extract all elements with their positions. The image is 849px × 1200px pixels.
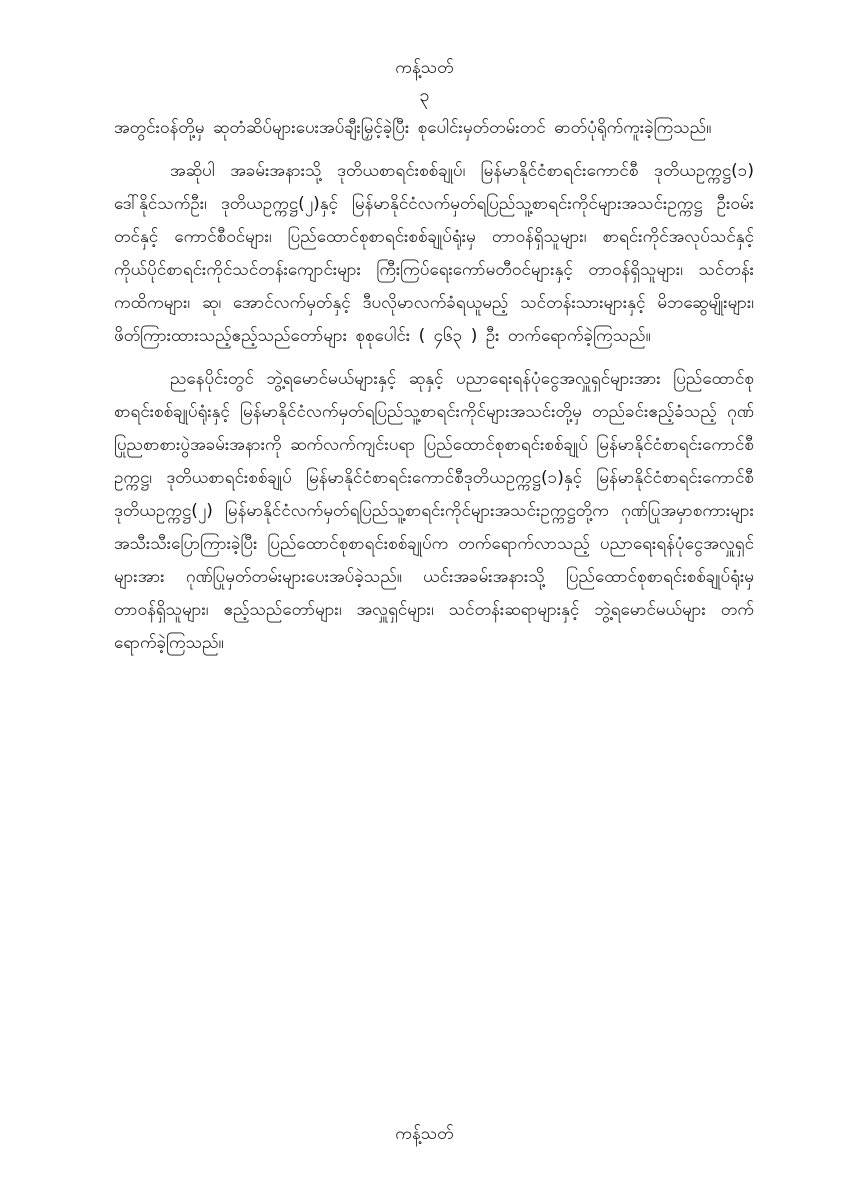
paragraph-continuation: အတွင်းဝန်တို့မှ ဆုတံဆိပ်များပေးအပ်ချီးမြှင့်ခဲ့ပြီး စုပေါင်းမှတ်တမ်းတင် ဓာတ်ပုံရိုက်ကူးခဲ့ကြသည်။ — [114, 118, 712, 138]
document-body — [114, 112, 754, 670]
page-number: ၃ — [419, 85, 430, 106]
paragraph-attendees: အဆိုပါ အခမ်းအနားသို့ ဒုတိယစာရင်းစစ်ချုပ်၊ မြန်မာနိုင်ငံစာရင်းကောင်စီ ဒုတိယဥက္ကဋ္ဌ(၁) ဒေါ်နိုင်သက်ဦး၊ ဒုတိယဥက္ကဋ္ဌ(၂)နှင့် မြန်မာနိုင်ငံလက်မှတ်ရပြည်သူ့စာရင်းကိုင်များအသင်းဥက္ကဋ္ဌ ဦးဝမ်းတင်နှင့် ကောင်စီဝင်များ၊ ပြည်ထောင်စုစာရင်းစစ်ချုပ်ရုံးမှ တာဝန်ရှိသူများ၊ စာရင်းကိုင်အလုပ်သင်နှင့် ကိုယ်ပိုင်စာရင်းကိုင်သင်တန်းကျောင်းများ ကြီးကြပ်ရေးကော်မတီဝင်များနှင့် တာဝန်ရှိသူများ၊ သင်တန်းကထိကများ၊ ဆု၊ အောင်လက်မှတ်နှင့် ဒီပလိုမာလက်ခံရယူမည့် သင်တန်းသားများနှင့် မိဘဆွေမျိုးများ၊ ဖိတ်ကြားထားသည့်ဧည့်သည်တော်များ စုစုပေါင်း ( ၄၆၃ ) ဦး တက်ရောက်ခဲ့ကြသည်။ — [114, 161, 754, 346]
paragraph-evening-dinner: ညနေပိုင်းတွင် ဘွဲ့ရမောင်မယ်များနှင့် ဆုနှင့် ပညာရေးရန်ပုံငွေအလှူရှင်များအား ပြည်ထောင်စုစာရင်းစစ်ချုပ်ရုံးနှင့် မြန်မာနိုင်ငံလက်မှတ်ရပြည်သူ့စာရင်းကိုင်များအသင်းတို့မှ တည်ခင်းဧည့်ခံသည့် ဂုဏ်ပြုညစာစားပွဲအခမ်းအနားကို ဆက်လက်ကျင်းပရာ ပြည်ထောင်စုစာရင်းစစ်ချုပ် မြန်မာနိုင်ငံစာရင်းကောင်စီဥက္ကဋ္ဌ၊ ဒုတိယစာရင်းစစ်ချုပ် မြန်မာနိုင်ငံစာရင်းကောင်စီဒုတိယဥက္ကဋ္ဌ(၁)နှင့် မြန်မာနိုင်ငံစာရင်းကောင်စီ ဒုတိယဥက္ကဋ္ဌ(၂) မြန်မာနိုင်ငံလက်မှတ်ရပြည်သူ့စာရင်းကိုင်များအသင်းဥက္ကဋ္ဌတို့က ဂုဏ်ပြုအမှာစကားများ အသီးသီးပြောကြားခဲ့ပြီး ပြည်ထောင်စုစာရင်းစစ်ချုပ်က တက်ရောက်လာသည့် ပညာရေးရန်ပုံငွေအလှူရှင်များအား ဂုဏ်ပြုမှတ်တမ်းများပေးအပ်ခဲ့သည်။ ယင်းအခမ်းအနားသို့ ပြည်ထောင်စုစာရင်းစစ်ချုပ်ရုံးမှ တာဝန်ရှိသူများ၊ ဧည့်သည်တော်များ၊ အလှူရှင်များ၊ သင်တန်းဆရာများနှင့် ဘွဲ့ရမောင်မယ်များ တက်ရောက်ခဲ့ကြသည်။ — [114, 369, 754, 653]
restricted-footer-label: ကန့်သတ် — [395, 1124, 454, 1144]
restricted-header-label: ကန့်သတ် — [395, 58, 454, 78]
